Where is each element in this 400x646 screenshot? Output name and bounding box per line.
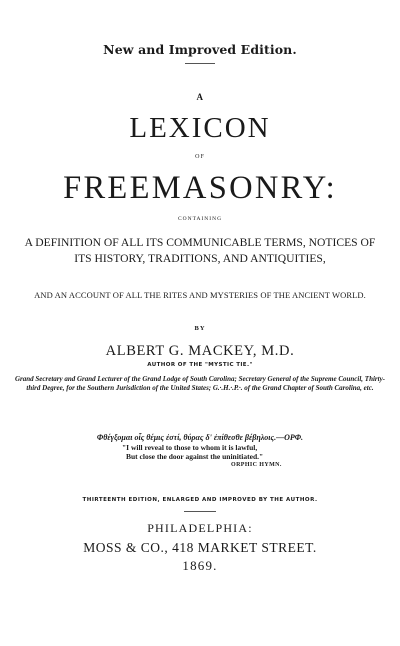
author-name: ALBERT G. MACKEY, M.D.	[105, 343, 295, 359]
quote-line-2: But close the door against the uninitiated."	[126, 452, 264, 461]
author-credentials: Grand Secretary and Grand Lecturer of the Grand Lodge of South Carolina; Secretary General of the Supreme Council, Thirty-third Degree, for the Southern Jurisdiction of the United States; G.·.H.·.P.·. of the Grand Chapter of South Carolina, etc.	[14, 375, 386, 393]
publication-year: 1869.	[182, 558, 218, 573]
rites-description: AND AN ACCOUNT OF ALL THE RITES AND MYSTERIES OF THE ANCIENT WORLD.	[34, 290, 366, 300]
containing-label: CONTAINING	[177, 216, 223, 222]
edition-heading: New and Improved Edition.	[103, 42, 297, 57]
edition-rule	[185, 63, 215, 64]
edition-note: THIRTEENTH EDITION, ENLARGED AND IMPROVED BY THE AUTHOR.	[82, 497, 318, 503]
publisher-city: PHILADELPHIA:	[147, 521, 253, 535]
quote-line-1: "I will reveal to those to whom it is lawful,	[122, 443, 258, 452]
subject-title: FREEMASONRY:	[63, 170, 337, 206]
description: A DEFINITION OF ALL ITS COMMUNICABLE TERMS, NOTICES OF ITS HISTORY, TRADITIONS, AND ANTIQUITIES,	[24, 236, 376, 265]
author-of: AUTHOR OF THE "MYSTIC TIE."	[147, 362, 253, 368]
of-label: OF	[195, 154, 205, 160]
article: A	[196, 92, 204, 102]
greek-epigraph: Φθέγξομαι οἷς θέμις ἐστί, θύρας δ' ἐπίθεσθε βέβηλοις.—ΟΡΦ.	[96, 433, 304, 442]
title: LEXICON	[129, 112, 271, 144]
by-label: BY	[194, 325, 206, 332]
publisher-address: MOSS & CO., 418 MARKET STREET.	[83, 540, 317, 555]
edition-note-rule	[184, 511, 216, 512]
quote-attribution: ORPHIC HYMN.	[231, 462, 282, 468]
